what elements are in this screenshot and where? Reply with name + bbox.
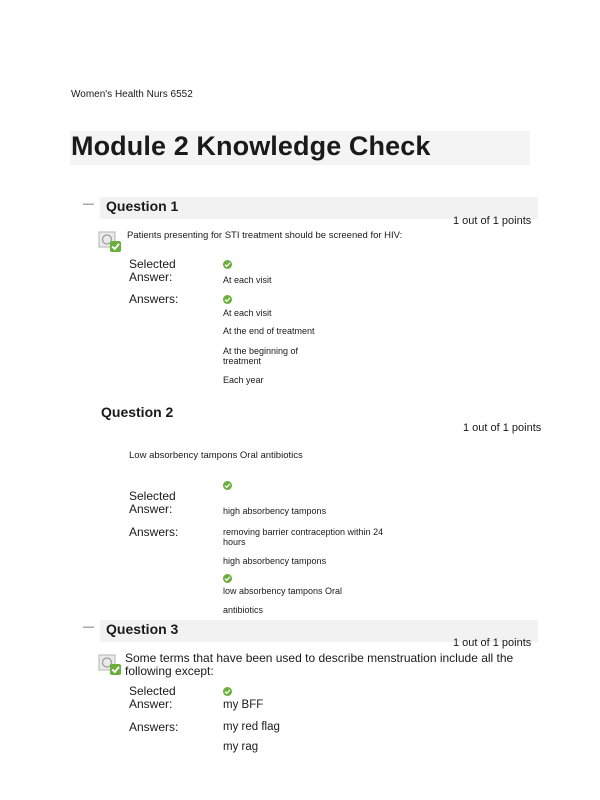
page-title: Module 2 Knowledge Check xyxy=(71,131,431,161)
question-3-selected-label: Selected Answer: xyxy=(129,684,176,711)
question-3-text: Some terms that have been used to describe menstruation include all the following except: xyxy=(125,651,514,678)
question-2-answer-option: removing barrier contraception within 24 hours xyxy=(223,527,384,547)
question-2-selected-label: Selected Answer: xyxy=(129,489,176,516)
question-1-answer-option: Each year xyxy=(223,375,264,385)
question-1-answer-option: At each visit xyxy=(223,308,272,318)
question-2-title: Question 2 xyxy=(101,404,174,420)
question-1-selected-answer: At each visit xyxy=(223,275,272,285)
question-1-answer-option: At the beginning of treatment xyxy=(223,346,299,366)
question-1-answers-label: Answers: xyxy=(129,292,179,306)
check-icon xyxy=(223,574,232,583)
question-1-selected-label: Selected Answer: xyxy=(129,257,176,284)
correct-answer-icon xyxy=(98,231,122,253)
check-icon xyxy=(223,295,232,304)
collapse-toggle-question-1[interactable]: — xyxy=(83,198,94,210)
question-2-answer-option: antibiotics xyxy=(223,605,264,615)
question-1-answer-option: At the end of treatment xyxy=(223,326,315,336)
question-2-answer-option: high absorbency tampons xyxy=(223,556,327,566)
question-1-title: Question 1 xyxy=(106,198,179,214)
question-3-answer-option: my rag xyxy=(223,741,259,753)
course-name: Women's Health Nurs 6552 xyxy=(71,89,193,100)
question-2-points: 1 out of 1 points xyxy=(463,422,542,434)
check-icon xyxy=(223,687,232,696)
check-icon xyxy=(223,481,232,490)
question-3-answer-option: my red flag xyxy=(223,721,280,733)
question-2-answers-label: Answers: xyxy=(129,525,179,539)
collapse-toggle-question-3[interactable]: — xyxy=(83,621,94,633)
check-icon xyxy=(223,260,232,269)
question-1-text: Patients presenting for STI treatment should be screened for HIV: xyxy=(127,230,403,241)
question-3-points: 1 out of 1 points xyxy=(453,637,532,649)
correct-answer-icon xyxy=(98,654,122,676)
question-3-answers-label: Answers: xyxy=(129,720,179,734)
question-3-selected-answer: my BFF xyxy=(223,699,264,711)
question-2-answer-option: low absorbency tampons Oral xyxy=(223,586,343,596)
question-3-title: Question 3 xyxy=(106,621,179,637)
question-1-points: 1 out of 1 points xyxy=(453,215,532,227)
question-2-selected-answer: high absorbency tampons xyxy=(223,506,327,516)
question-2-text: Low absorbency tampons Oral antibiotics xyxy=(129,450,303,461)
